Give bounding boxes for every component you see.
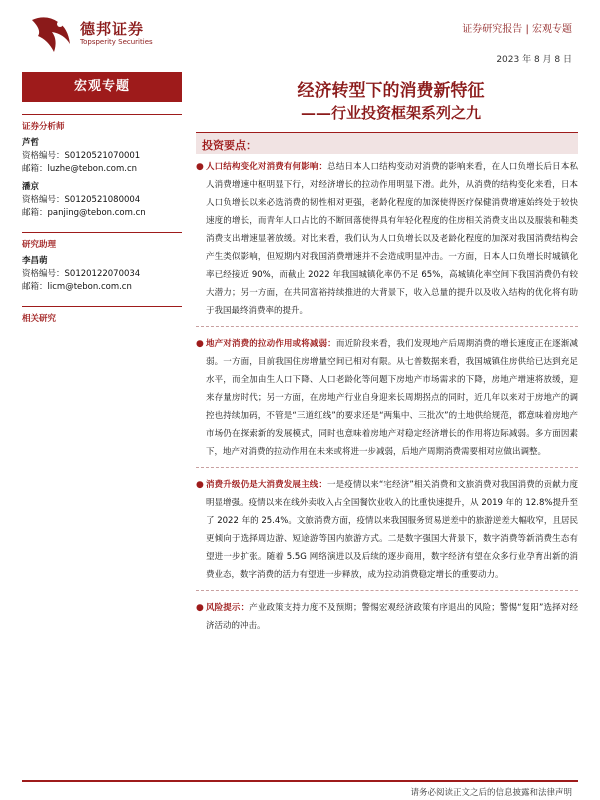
analyst-license: 资格编号：S0120521080004 [22, 195, 141, 205]
key-point-text: 总结日本人口结构变动对消费的影响来看，在人口负增长后日本私人消费增速中枢明显下行，对经济增长的拉动作用明显下滑。此外，从消费的结构变化来看，日本人口负增长以来必选消费的韧性相对更强，老龄化程度的加深使得医疗保健消费增速始终处于较快速度的增长，而青年人口占比的不断回落使得具有年轻化程度的住房相关消费支出以及服装和鞋类消费支出增速显著放缓。对比来看，我们认为人口负增长以及老龄化程度的加深对我国消费结构会产生类似影响，但短期内对我国消费增速并不会造成明显冲击。一方面，日本人口负增长时城镇化率已经接近 90%，而截止 2022 年我国城镇化率仍不足 65%，高城镇化率空间下我国消费仍有较大潜力；另一方面，在共同富裕持续推进的大背景下，收入总量的提升以及收入结构的优化将有助于我国最终消费率的提升。 [206, 162, 578, 316]
key-point-lead: 风险提示： [206, 603, 250, 613]
key-point-text: 产业政策支持力度不及预期；警惕宏观经济政策有序退出的风险；警惕“复阳”选择对经济活动的冲击。 [206, 603, 578, 631]
footer-rule [22, 780, 578, 782]
key-point-item [196, 476, 578, 584]
divider [196, 326, 578, 327]
title-sub: ——行业投资框架系列之九 [300, 104, 481, 122]
divider [196, 467, 578, 468]
bullet-icon: ● [196, 480, 204, 490]
bullet-icon: ● [196, 603, 204, 613]
related-research-heading: 相关研究 [22, 306, 182, 324]
key-point-text: 一是疫情以来“宅经济”相关消费和文旅消费对我国消费的贡献力度明显增强。疫情以来在线外卖收入占全国餐饮业收入的比重快速提升，从 2019 年的 12.8%提升至了 2022 年的 25.4%。文旅消费方面，疫情以来我国服务贸易逆差中的旅游逆差大幅收窄，且居民更倾向于选择周边游、短途游等国内旅游方式。二是数字强国大背景下，数字消费等新消费生态有望进一步扩张。随着 5.5G 网络演进以及后续的逐步商用，数字经济有望在众多行业孕育出新的消费业态，数字消费的活力有望进一步释放，成为拉动消费稳定增长的重要动力。 [206, 480, 578, 580]
analyst-section-heading: 证券分析师 [22, 114, 182, 132]
bullet-icon: ● [196, 162, 204, 172]
contact-section-heading: 研究助理 [22, 232, 182, 250]
bullet-icon: ● [196, 339, 204, 349]
title-main: 经济转型下的消费新特征 [297, 81, 485, 101]
analyst-card [22, 137, 182, 176]
analyst-name: 潘京 [22, 182, 40, 192]
key-points-banner [196, 132, 578, 154]
key-point-item [196, 599, 578, 635]
report-date: 2023 年 8 月 8 日 [496, 55, 572, 65]
key-point-item [196, 158, 578, 320]
key-point-item [196, 335, 578, 461]
report-title [196, 80, 586, 124]
footer-disclaimer: 请务必阅读正文之后的信息披露和法律声明 [410, 788, 572, 798]
analyst-name: 芦哲 [22, 138, 40, 148]
company-name-cn: 德邦证券 [80, 20, 145, 38]
company-name-en: Topsperity Securities [80, 38, 153, 46]
analyst-license: 资格编号：S0120521070001 [22, 151, 141, 161]
key-points-body [196, 158, 578, 641]
contact-card [22, 255, 182, 294]
report-type: 证券研究报告 | 宏观专题 [462, 24, 572, 35]
key-point-lead: 地产对消费的拉动作用或将减弱： [206, 339, 336, 349]
analyst-card [22, 181, 182, 220]
sidebar [22, 72, 182, 324]
divider [196, 590, 578, 591]
key-point-text: 而近阶段来看，我们发现地产后周期消费的增长速度正在逐渐减弱。一方面，目前我国住房增量空间已相对有限。从七普数据来看，我国城镇住房供给已达到充足水平，而全加由生人口下降、人口老龄化等问题下房地产市场需求的下降，房地产增速将放缓，迎来存量房时代；另一方面，在房地产行业自身迎来长周期拐点的同时，近几年以来对于房地产的调控也持续加码，不管是“三道红线”的要求还是“两集中、三批次”的土地供给规范，都意味着房地产市场仍在探索新的发展模式，同时也意味着房地产对稳定经济增长的作用将边际减弱。多方面因素下，地产对消费的拉动作用在未来或将进一步减弱，后地产周期消费需要相对应做出调整。 [206, 339, 578, 457]
analyst-email[interactable]: 邮箱：luzhe@tebon.com.cn [22, 164, 138, 174]
key-points-label: 投资要点： [202, 139, 257, 152]
contact-email[interactable]: 邮箱：licm@tebon.com.cn [22, 282, 132, 292]
key-point-lead: 消费升级仍是大消费发展主线： [206, 480, 328, 490]
company-logo [28, 14, 158, 54]
contact-name: 李昌萌 [22, 256, 48, 266]
tebon-logo-icon [28, 14, 74, 54]
topic-banner: 宏观专题 [22, 72, 182, 102]
analyst-email[interactable]: 邮箱：panjing@tebon.com.cn [22, 208, 146, 218]
contact-license: 资格编号：S0120122070034 [22, 269, 141, 279]
key-point-lead: 人口结构变化对消费有何影响： [206, 162, 328, 172]
